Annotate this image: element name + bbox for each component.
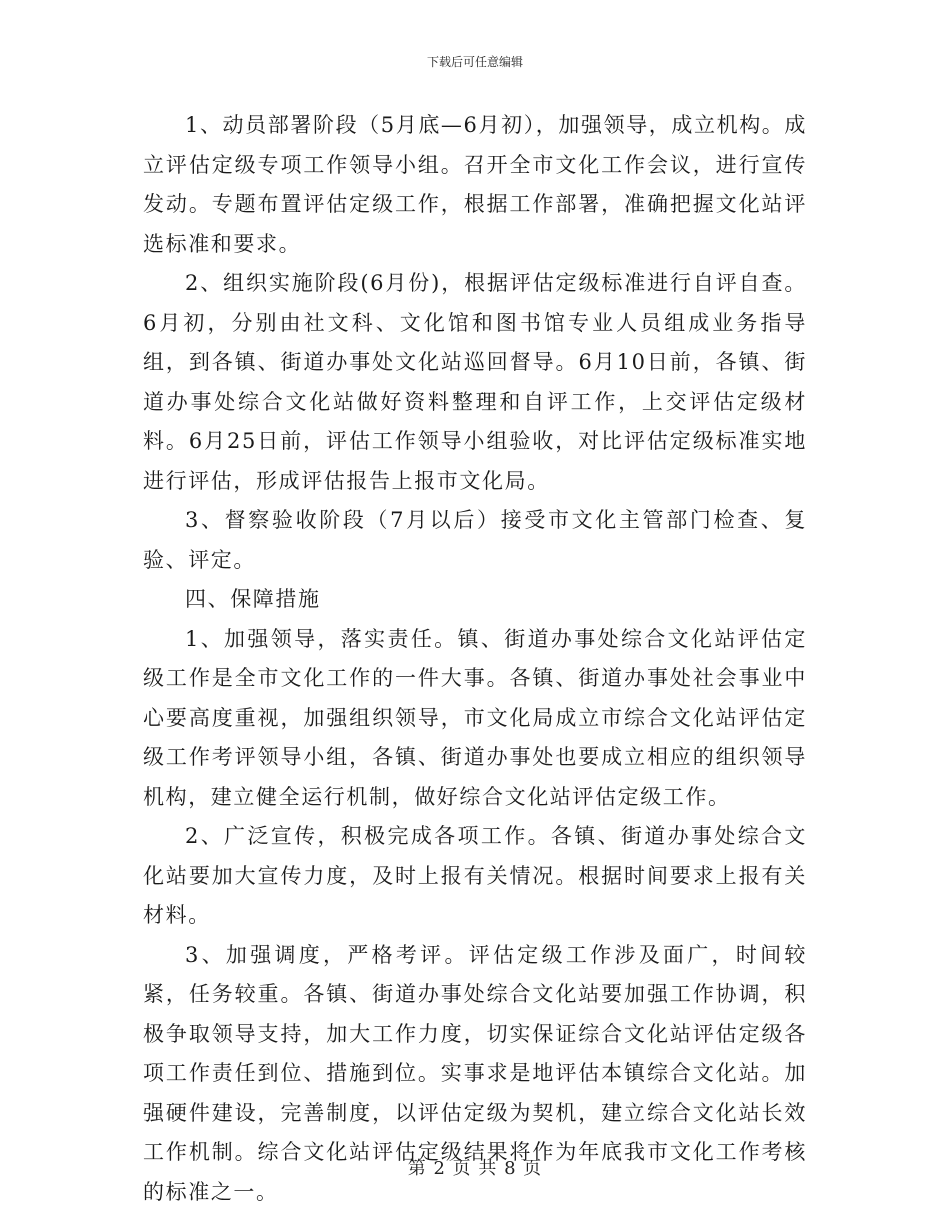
section-heading-safeguards: 四、保障措施: [185, 587, 321, 611]
paragraph-stage-1: 1、动员部署阶段（5月底—6月初），加强领导，成立机构。成立评估定级专项工作领导小组。召开全市文化工作会议，进行宣传发动。专题布置评估定级工作，根据工作部署，准确把握文化站评选标准和要求。: [143, 113, 807, 256]
paragraph-stage-3: 3、督察验收阶段（7月以后）接受市文化主管部门检查、复验、评定。: [143, 508, 807, 572]
header-note: 下载后可任意编辑: [426, 55, 523, 69]
paragraph-stage-2: 2、组织实施阶段(6月份)，根据评估定级标准进行自评自查。6月初，分别由社文科、文化馆和图书馆专业人员组成业务指导组，到各镇、街道办事处文化站巡回督导。6月10日前，各镇、街道办事处综合文化站做好资料整理和自评工作，上交评估定级材料。6月25日前，评估工作领导小组验收，对比评估定级标准实地进行评估，形成评估报告上报市文化局。: [143, 271, 807, 493]
document-body: [143, 106, 807, 1212]
paragraph-measure-2: 2、广泛宣传，积极完成各项工作。各镇、街道办事处综合文化站要加大宣传力度，及时上报有关情况。根据时间要求上报有关材料。: [143, 824, 807, 927]
page-number: 第 2 页 共 8 页: [407, 1158, 543, 1179]
paragraph-measure-1: 1、加强领导，落实责任。镇、街道办事处综合文化站评估定级工作是全市文化工作的一件大事。各镇、街道办事处社会事业中心要高度重视，加强组织领导，市文化局成立市综合文化站评估定级工作考评领导小组，各镇、街道办事处也要成立相应的组织领导机构，建立健全运行机制，做好综合文化站评估定级工作。: [143, 626, 807, 809]
paragraph-measure-3: 3、加强调度，严格考评。评估定级工作涉及面广，时间较紧，任务较重。各镇、街道办事处综合文化站要加强工作协调，积极争取领导支持，加大工作力度，切实保证综合文化站评估定级各项工作责任到位、措施到位。实事求是地评估本镇综合文化站。加强硬件建设，完善制度，以评估定级为契机，建立综合文化站长效工作机制。综合文化站评估定级结果将作为年底我市文化工作考核的标准之一。: [143, 942, 807, 1204]
